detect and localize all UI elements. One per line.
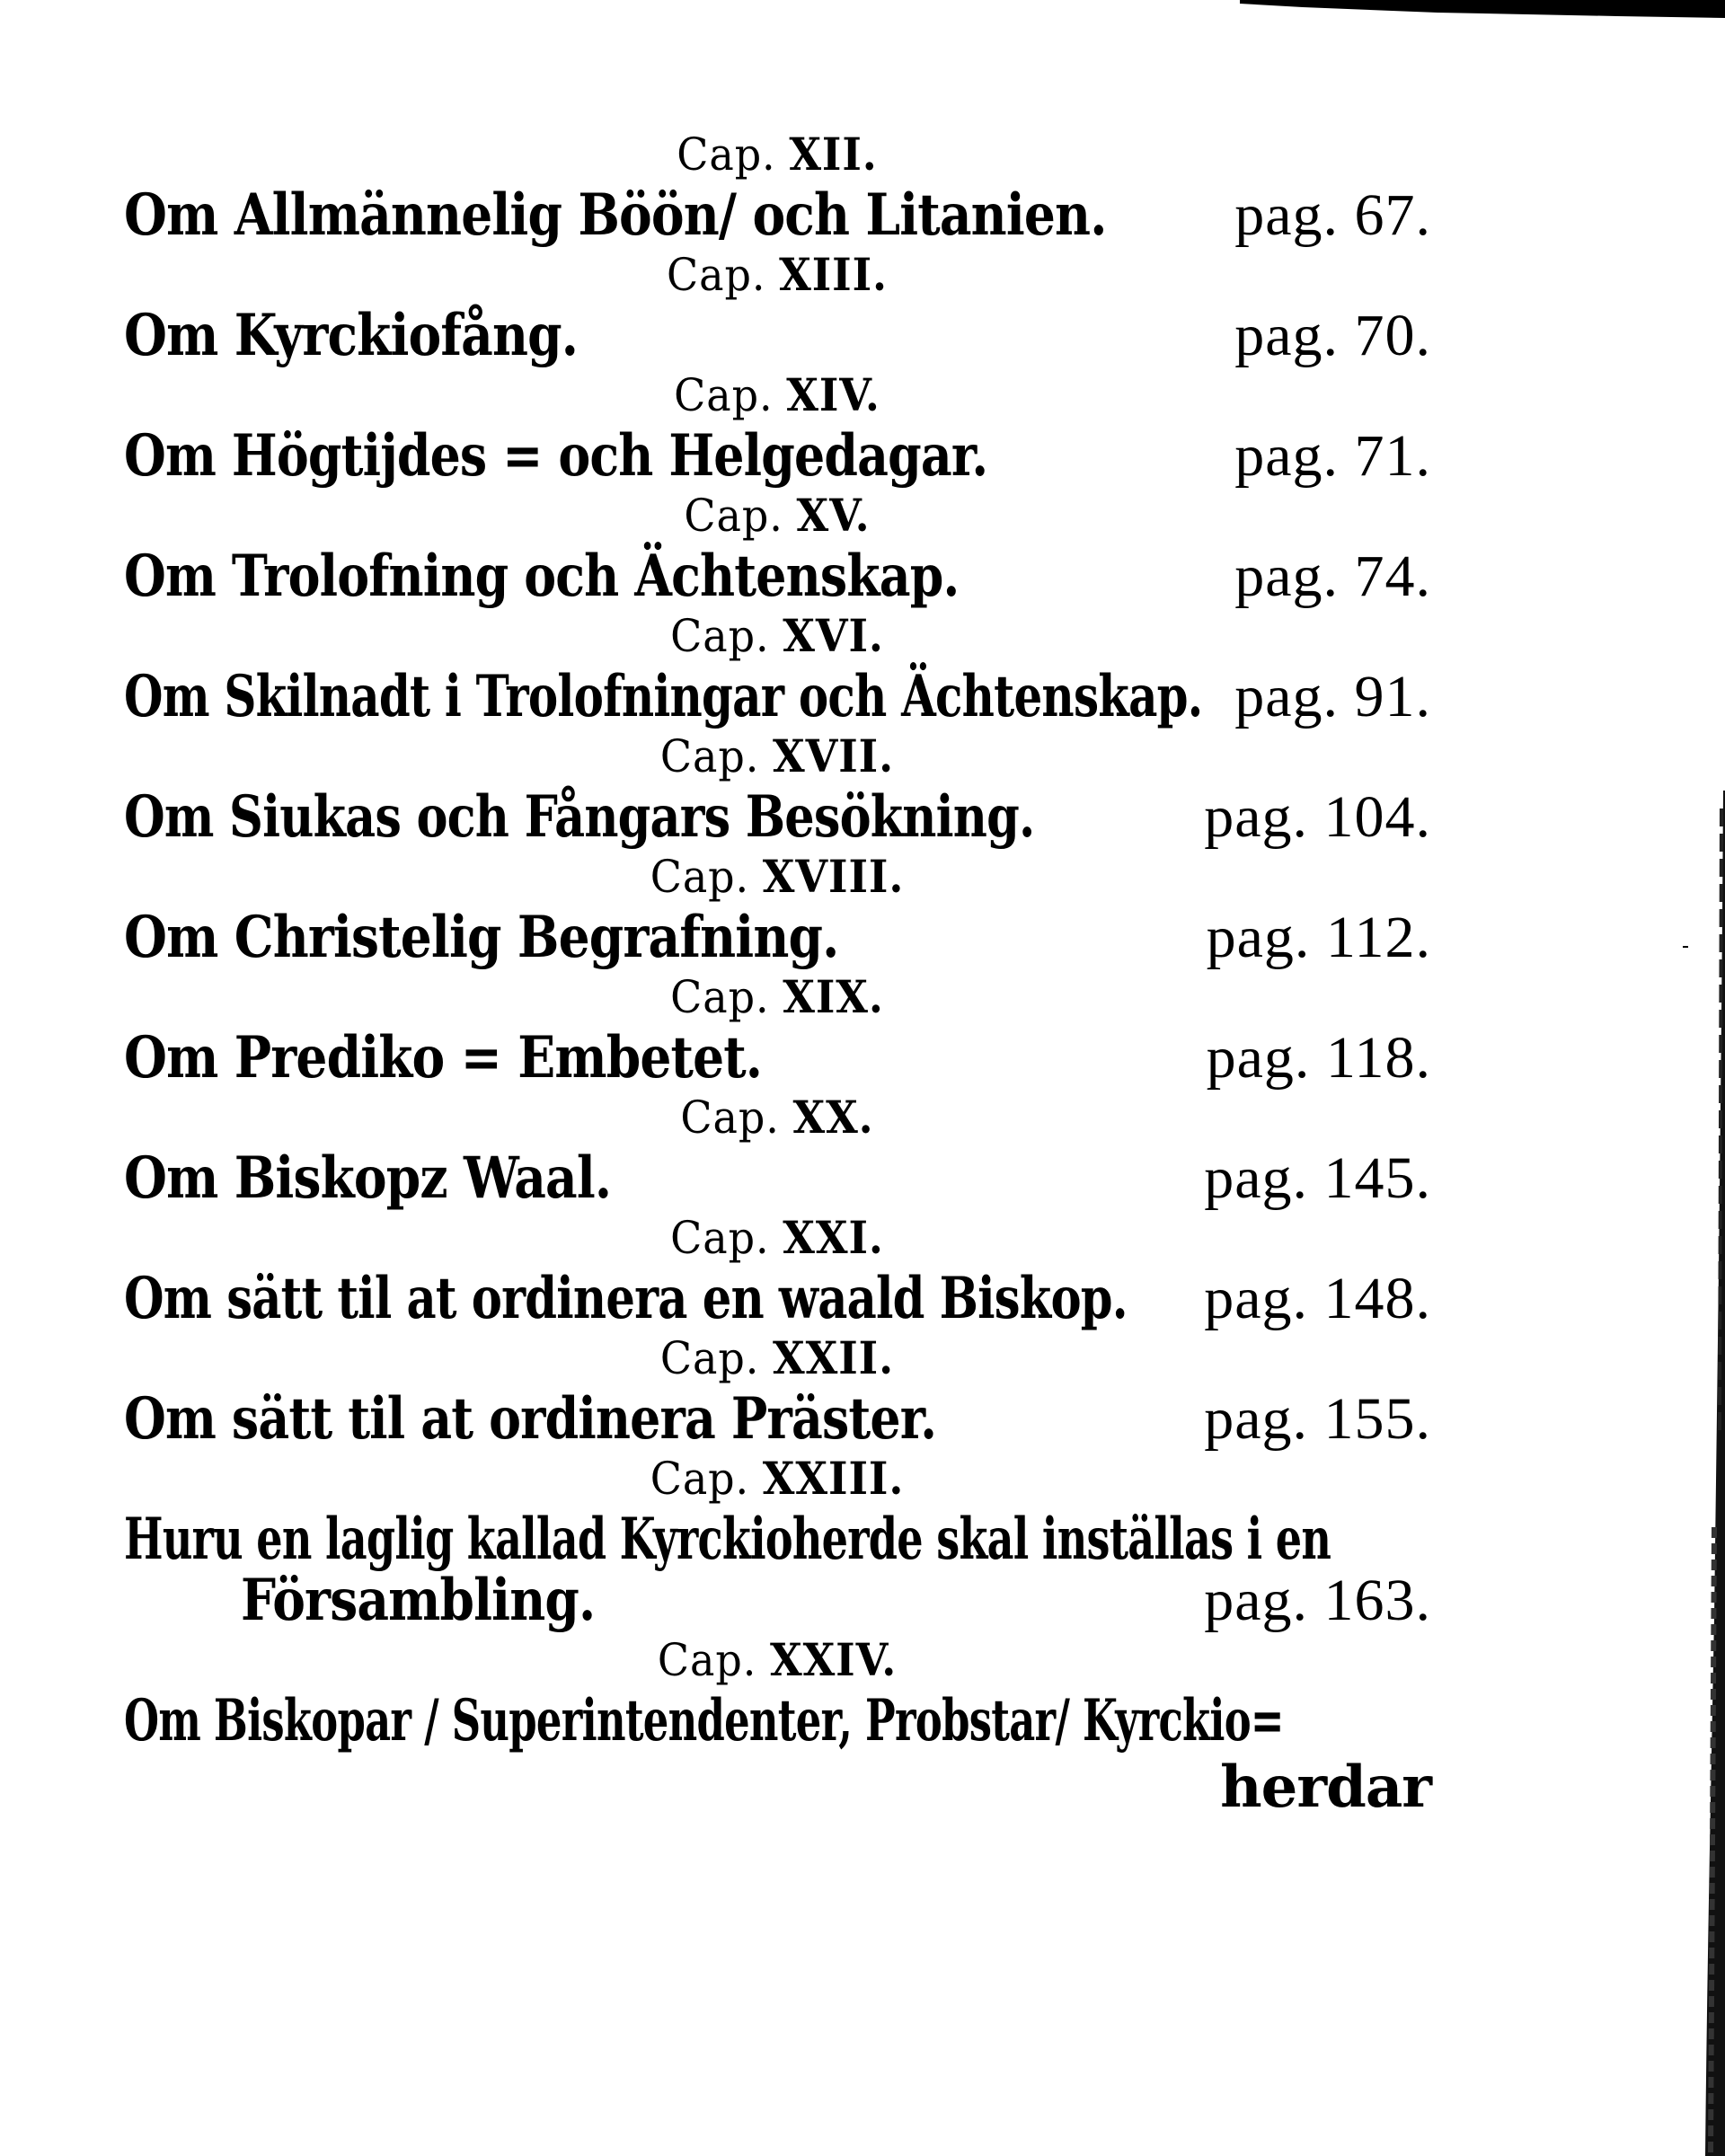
toc-entry: [124, 180, 1431, 252]
toc-entry: [124, 1022, 1431, 1094]
toc-entry: [124, 1383, 1431, 1455]
entry-title: Om Christelig Begrafning.: [124, 904, 839, 971]
entry-title: Huru en laglig kallad Kyrckioherde skal inställas i en: [124, 1506, 1331, 1573]
chapter-heading: Cap. XIX.: [670, 970, 884, 1023]
entry-title: Om Trolofning och Ächtenskap.: [124, 543, 960, 610]
chapter-heading: Cap. XXIII.: [650, 1452, 905, 1505]
toc-entry: [124, 420, 1431, 492]
toc-entry-continuation: [124, 1565, 1431, 1637]
toc-entry: [124, 541, 1431, 613]
toc-entry: [124, 300, 1431, 372]
chapter-heading: Cap. XVI.: [670, 609, 884, 662]
chapter-heading: Cap. XXII.: [659, 1331, 895, 1384]
page-reference: pag. 104.: [1204, 784, 1431, 850]
entry-title-continued: herdar: [1220, 1754, 1431, 1821]
chapter-heading: Cap. XX.: [680, 1091, 874, 1144]
entry-title: Om sätt til at ordinera en waald Biskop.: [124, 1265, 1128, 1332]
chapter-heading: Cap. XV.: [684, 489, 871, 542]
chapter-heading: Cap. XXI.: [670, 1211, 884, 1264]
page-reference: pag. 145.: [1204, 1145, 1431, 1211]
entry-title: Om Allmännelig Böön/ och Litanien.: [124, 181, 1107, 249]
entry-title: Om Biskopz Waal.: [124, 1144, 612, 1212]
chapter-heading: Cap. XVIII.: [650, 850, 905, 903]
page-reference: pag. 155.: [1204, 1386, 1431, 1452]
entry-title: Om Skilnadt i Trolofningar och Ächtenskap.: [124, 663, 1203, 730]
entry-title: Om Siukas och Fångars Besökning.: [124, 783, 1035, 851]
toc-entry: [124, 782, 1431, 853]
chapter-heading: Cap. XIV.: [674, 368, 880, 421]
toc-entry-continuation: [124, 1752, 1431, 1824]
page-reference: pag. 70.: [1234, 303, 1431, 368]
toc-entry: [124, 1263, 1431, 1335]
page-reference: pag. 163.: [1204, 1568, 1431, 1633]
chapter-heading: Cap. XII.: [677, 128, 878, 181]
entry-title: Om sätt til at ordinera Präster.: [124, 1385, 937, 1453]
entry-title: Om Högtijdes = och Helgedagar.: [124, 422, 988, 490]
chapter-heading: Cap. XXIV.: [657, 1633, 898, 1686]
page-reference: pag. 91.: [1234, 664, 1431, 729]
page-reference: pag. 74.: [1234, 543, 1431, 609]
page-reference: pag. 148.: [1204, 1266, 1431, 1331]
page-reference: pag. 71.: [1234, 423, 1431, 489]
toc-entry: [124, 902, 1431, 974]
page-reference: pag. 67.: [1234, 182, 1431, 248]
chapter-heading: Cap. XIII.: [667, 248, 888, 301]
entry-title: Om Biskopar / Superintendenter, Probstar/ Kyrckio=: [124, 1687, 1284, 1754]
page-reference: pag. 112.: [1206, 905, 1431, 970]
entry-title: Om Kyrckiofång.: [124, 302, 579, 369]
toc-entry: [124, 661, 1431, 733]
entry-title-continued: Försambling.: [241, 1567, 596, 1634]
page-reference: pag. 118.: [1206, 1025, 1431, 1091]
toc-entry: [124, 1143, 1431, 1215]
chapter-heading: Cap. XVII.: [659, 729, 895, 782]
toc-entry: [124, 1685, 1431, 1757]
entry-title: Om Prediko = Embetet.: [124, 1024, 763, 1091]
